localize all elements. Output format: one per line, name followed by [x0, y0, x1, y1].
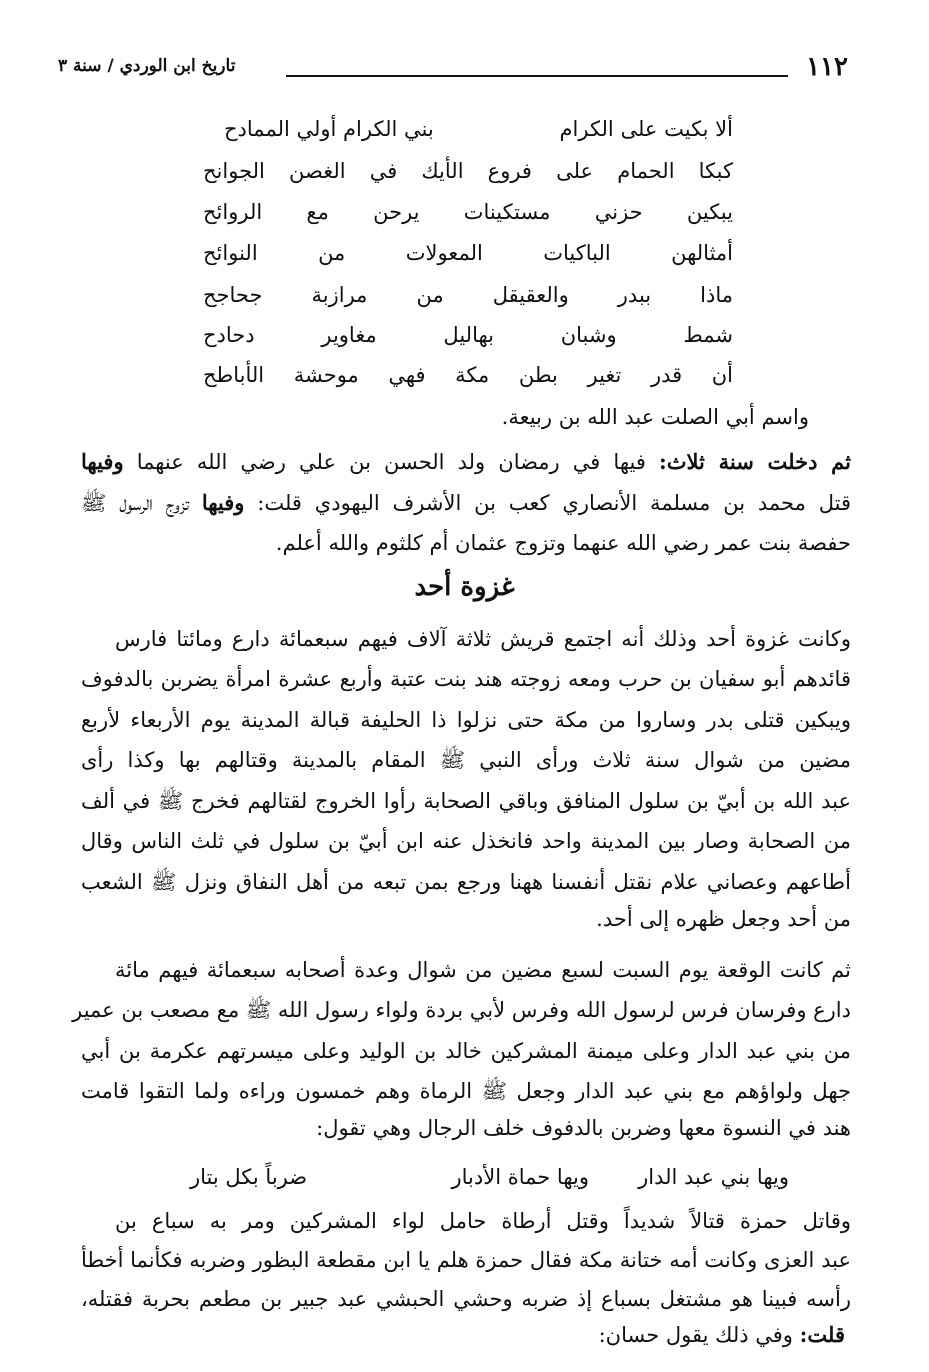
p2-line-3: من بني عبد الدار وعلى ميمنة المشركين خالد بن الوليد وعلى ميسرتهم عكرمة بن أبي [81, 1039, 851, 1063]
poem-line-7: أن قدر تغير بطن مكة فهي موحشة الأباطح [203, 363, 733, 387]
p1-line-5: عبد الله بن أبيّ بن سلول المنافق وباقي الصحابة رأوا الخروج لقتالهم فخرج ﷺ في ألف [81, 789, 851, 813]
poem-line-1-second: بني الكرام أولي الممادح [224, 117, 434, 141]
year-three-line-3: حفصة بنت عمر رضي الله عنهما وتزوج عثمان أم كلثوم والله أعلم. [275, 531, 851, 555]
poem-line-5: ماذا ببدر والعقيقل من مرازبة جحاجح [203, 283, 733, 307]
p2-line-5: هند في النسوة معها وضربن بالدفوف خلف الرجال وهي تقول: [316, 1116, 851, 1140]
p3-line-1: وقاتل حمزة قتالاً شديداً وقتل أرطاة حامل لواء المشركين ومر به سباع بن [115, 1209, 851, 1233]
p3-line-2: عبد العزى وكانت أمه ختانة مكة فقال حمزة هلم يا ابن مقطعة البظور وضربه فكأنما أخطأ [81, 1248, 851, 1272]
poem-line-2: كبكا الحمام على فروع الأيك في الغصن الجوانح [203, 159, 733, 183]
year-three-text-2-tail: تزوج الرسول ﷺ [81, 491, 202, 515]
wa-fiha-2: وفيها [201, 490, 245, 515]
p1-line-2: قائدهم أبو سفيان بن حرب ومعه زوجته هند بنت عتبة وأربع عشرة امرأة يضربن بالدفوف [81, 667, 851, 691]
p2-line-1: ثم كانت الوقعة يوم السبت لسبع مضين من شوال وعدة أصحابه سبعمائة فيهم مائة [115, 958, 851, 982]
poem-line-4: أمثالهن الباكيات المعولات من النوائح [203, 241, 733, 265]
year-three-text-2: قتل محمد بن مسلمة الأنصاري كعب بن الأشرف اليهودي قلت: [244, 491, 851, 515]
p1-line-3: ويبكين قتلى بدر وساروا من مكة حتى نزلوا ذا الحليفة قبالة المدينة يوم الأربعاء لأربع [81, 708, 851, 732]
p3-line-3: رأسه فبينا هو مشتغل بسباع إذ ضربه وحشي الحبشي عبد جبير بن مطعم بحربة فقتله، [81, 1287, 851, 1311]
p2-line-2: دارع وفرسان فرس لرسول الله وفرس لأبي بردة ولواء رسول الله ﷺ مع مصعب بن عمير [72, 998, 851, 1022]
p1-line-8: من أحد وجعل ظهره إلى أحد. [596, 907, 851, 931]
year-three-text-1: فيها في رمضان ولد الحسن بن علي رضي الله عنهما [123, 450, 659, 474]
running-title: تاريخ ابن الوردي / سنة ٣ [58, 56, 236, 76]
section-title: غزوة أحد [414, 572, 515, 602]
year-three-line-1 [81, 447, 851, 477]
chant-part-3: ضرباً بكل بتار [190, 1165, 308, 1189]
chant-part-1: ويها بني عبد الدار [638, 1165, 789, 1189]
chant-part-2: ويها حماة الأدبار [451, 1165, 589, 1189]
poet-note: واسم أبي الصلت عبد الله بن ربيعة. [501, 405, 809, 429]
p1-line-4: مضين من شوال سنة ثلاث ورأى النبي ﷺ المقام بالمدينة وقتالهم بها وكذا رأى [81, 748, 851, 772]
page-number: ١١٢ [806, 52, 848, 82]
p1-line-6: من الصحابة وصار بين المدينة واحد فانخذل عنه ابن أبيّ بن سلول في ثلث الناس وقال [81, 829, 851, 853]
closing-text: وفي ذلك يقول حسان: [598, 1323, 800, 1347]
page-header [58, 52, 848, 92]
p1-line-1: وكانت غزوة أحد وذلك أنه اجتمع قريش ثلاثة آلاف فيهم سبعمائة دارع ومائتا فارس [115, 627, 851, 651]
p2-line-4: جهل ولواؤهم مع بني عبد الدار وجعل ﷺ الرماة وهم خمسون وراءه ولما التقوا قامت [81, 1079, 851, 1103]
poem-line-1-first: ألا بكيت على الكرام [559, 117, 733, 141]
closing-label: قلت: [799, 1322, 845, 1347]
closing-line [599, 1320, 845, 1350]
year-three-lead: ثم دخلت سنة ثلاث: [658, 449, 851, 474]
poem-line-3: يبكين حزني مستكينات يرحن مع الروائح [203, 200, 733, 224]
header-rule [286, 75, 788, 77]
wa-fiha-1: وفيها [81, 449, 124, 474]
year-three-line-2 [81, 488, 851, 518]
poem-line-6: شمط وشبان بهاليل مغاوير دحادح [203, 323, 733, 347]
p1-line-7: أطاعهم وعصاني علام نقتل أنفسنا ههنا ورجع بمن تبعه من أهل النفاق ونزل ﷺ الشعب [81, 870, 851, 894]
